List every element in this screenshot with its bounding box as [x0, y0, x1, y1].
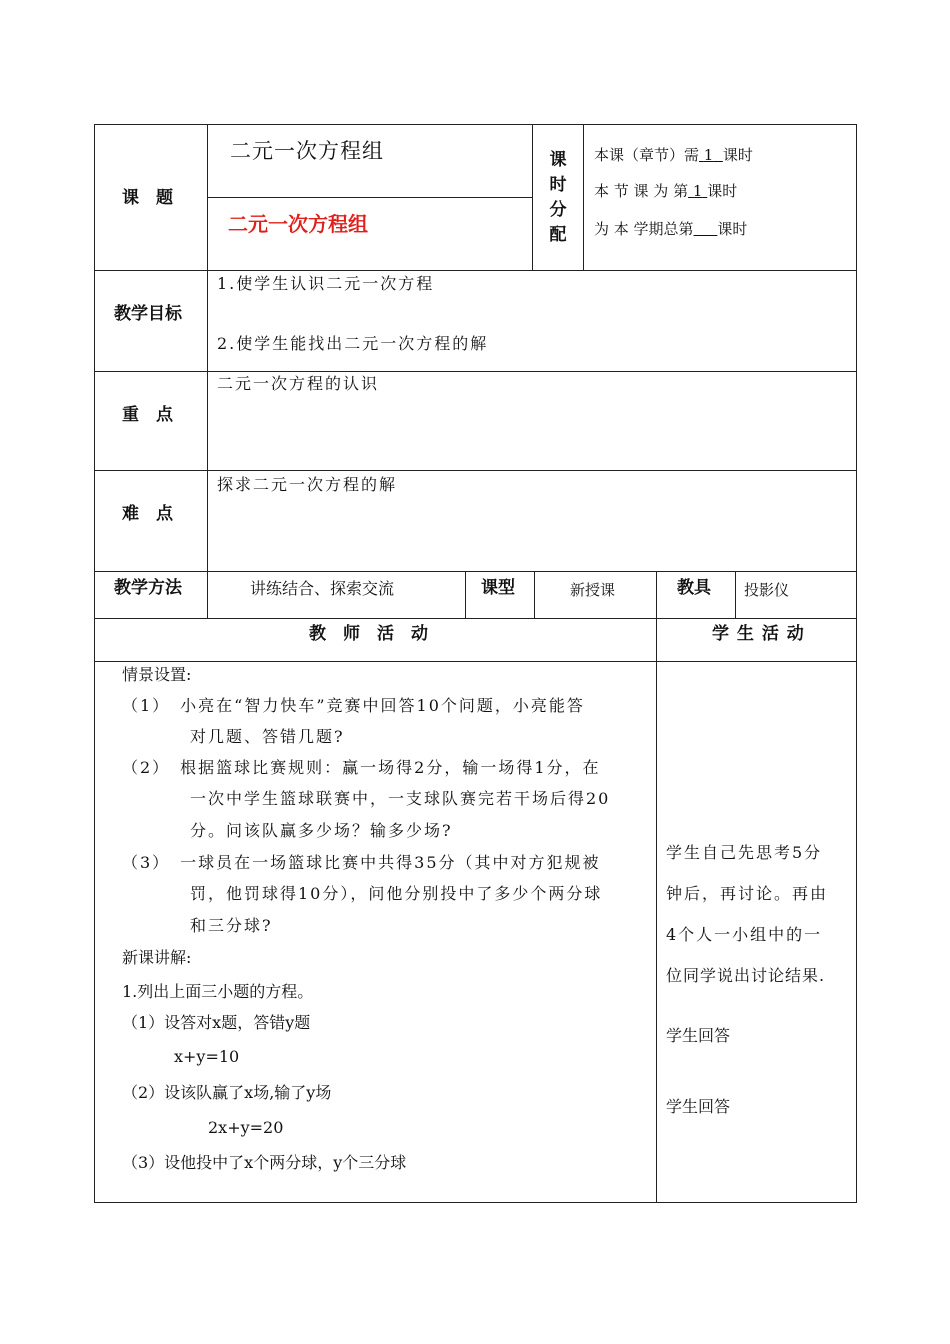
topic-inner-divider — [207, 197, 532, 198]
period-line-1-count: 1 — [703, 146, 714, 164]
teacher-line-intro: 情景设置: — [122, 665, 192, 684]
teacher-line-new-lesson: 新课讲解: — [122, 948, 192, 967]
period-label-right-divider — [583, 124, 584, 271]
student-line-4: 位同学说出讨论结果. — [666, 966, 826, 985]
row-divider-difficulty — [94, 571, 857, 572]
row-divider-method — [94, 618, 857, 619]
lesson-type-value: 新授课 — [570, 581, 616, 599]
teacher-line-q1b: 对几题、答错几题? — [190, 727, 345, 746]
method-value: 讲练结合、探索交流 — [250, 579, 395, 598]
teacher-line-step1: 1.列出上面三小题的方程。 — [122, 982, 314, 1001]
topic-title: 二元一次方程组 — [230, 139, 384, 163]
method-divider-3 — [656, 571, 657, 619]
teacher-line-q1a: （1） 小亮在“智力快车”竞赛中回答10个问题，小亮能答 — [122, 696, 585, 715]
table-border-right — [856, 124, 857, 1203]
row-divider-header — [94, 270, 857, 271]
period-line-2-text: 本 节 课 为 第 — [594, 182, 689, 200]
student-activity-header: 学 生 活 动 — [712, 624, 805, 644]
period-line-1-text: 本课（章节）需 — [594, 146, 700, 164]
teacher-activity-header: 教 师 活 动 — [309, 624, 428, 644]
period-label-left-divider — [532, 124, 533, 271]
table-border-top — [94, 124, 857, 125]
period-line-3-count — [694, 220, 718, 238]
teacher-line-q2c: 分。问该队赢多少场？输多少场? — [190, 821, 453, 840]
difficulty-text: 探求二元一次方程的解 — [217, 475, 398, 494]
topic-title-highlight: 二元一次方程组 — [228, 212, 368, 236]
period-line-3 — [594, 219, 747, 239]
key-point-label: 重 点 — [122, 405, 173, 425]
period-line-2 — [594, 181, 737, 201]
table-border-bottom — [94, 1202, 857, 1203]
student-answer-1: 学生回答 — [666, 1026, 731, 1045]
activity-column-divider — [656, 618, 657, 1203]
row-divider-goals — [94, 371, 857, 372]
period-line-1 — [594, 145, 753, 165]
goal-item-2: 2.使学生能找出二元一次方程的解 — [217, 334, 489, 353]
student-answer-2: 学生回答 — [666, 1097, 731, 1116]
tools-value: 投影仪 — [744, 581, 790, 599]
difficulty-label: 难 点 — [122, 504, 173, 524]
teacher-line-eq1: x+y=10 — [174, 1047, 240, 1066]
period-label: 课时分配 — [549, 150, 567, 245]
topic-label: 课 题 — [122, 188, 173, 208]
row-divider-keypoint — [94, 470, 857, 471]
method-divider-2 — [534, 571, 535, 619]
teacher-line-eq2: 2x+y=20 — [208, 1118, 284, 1137]
teacher-line-q2b: 一次中学生篮球联赛中，一支球队赛完若干场后得20 — [190, 789, 611, 808]
student-line-2: 钟后，再讨论。再由 — [666, 884, 829, 903]
period-line-3-unit: 课时 — [717, 220, 748, 238]
teacher-line-q3c: 和三分球? — [190, 916, 273, 935]
student-line-3: 4个人一小组中的一 — [666, 925, 823, 944]
teacher-line-q3b: 罚，他罚球得10分），问他分别投中了多少个两分球 — [190, 884, 603, 903]
teacher-line-let1: （1）设答对x题，答错y题 — [122, 1013, 311, 1032]
period-line-2-count: 1 — [692, 182, 703, 200]
tools-label: 教具 — [677, 578, 711, 598]
period-line-2-unit: 课时 — [707, 182, 738, 200]
row-divider-activity-header — [94, 661, 857, 662]
teacher-line-let2: （2）设该队赢了x场,输了y场 — [122, 1083, 332, 1102]
table-border-left — [94, 124, 95, 1203]
goals-label: 教学目标 — [114, 304, 182, 324]
method-label: 教学方法 — [114, 578, 182, 598]
teacher-line-let3: （3）设他投中了x个两分球，y个三分球 — [122, 1153, 407, 1172]
method-divider-1 — [465, 571, 466, 619]
lesson-type-label: 课型 — [481, 578, 515, 598]
key-point-text: 二元一次方程的认识 — [217, 374, 380, 393]
method-divider-4 — [735, 571, 736, 619]
period-line-3-text: 为 本 学期总第 — [594, 220, 694, 238]
student-line-1: 学生自己先思考5分 — [666, 843, 823, 862]
period-line-1-unit: 课时 — [722, 146, 753, 164]
teacher-line-q2a: （2） 根据篮球比赛规则：赢一场得2分，输一场得1分，在 — [122, 758, 601, 777]
goal-item-1: 1.使学生认识二元一次方程 — [217, 274, 435, 293]
teacher-line-q3a: （3） 一球员在一场篮球比赛中共得35分（其中对方犯规被 — [122, 853, 601, 872]
label-column-divider — [207, 124, 208, 619]
